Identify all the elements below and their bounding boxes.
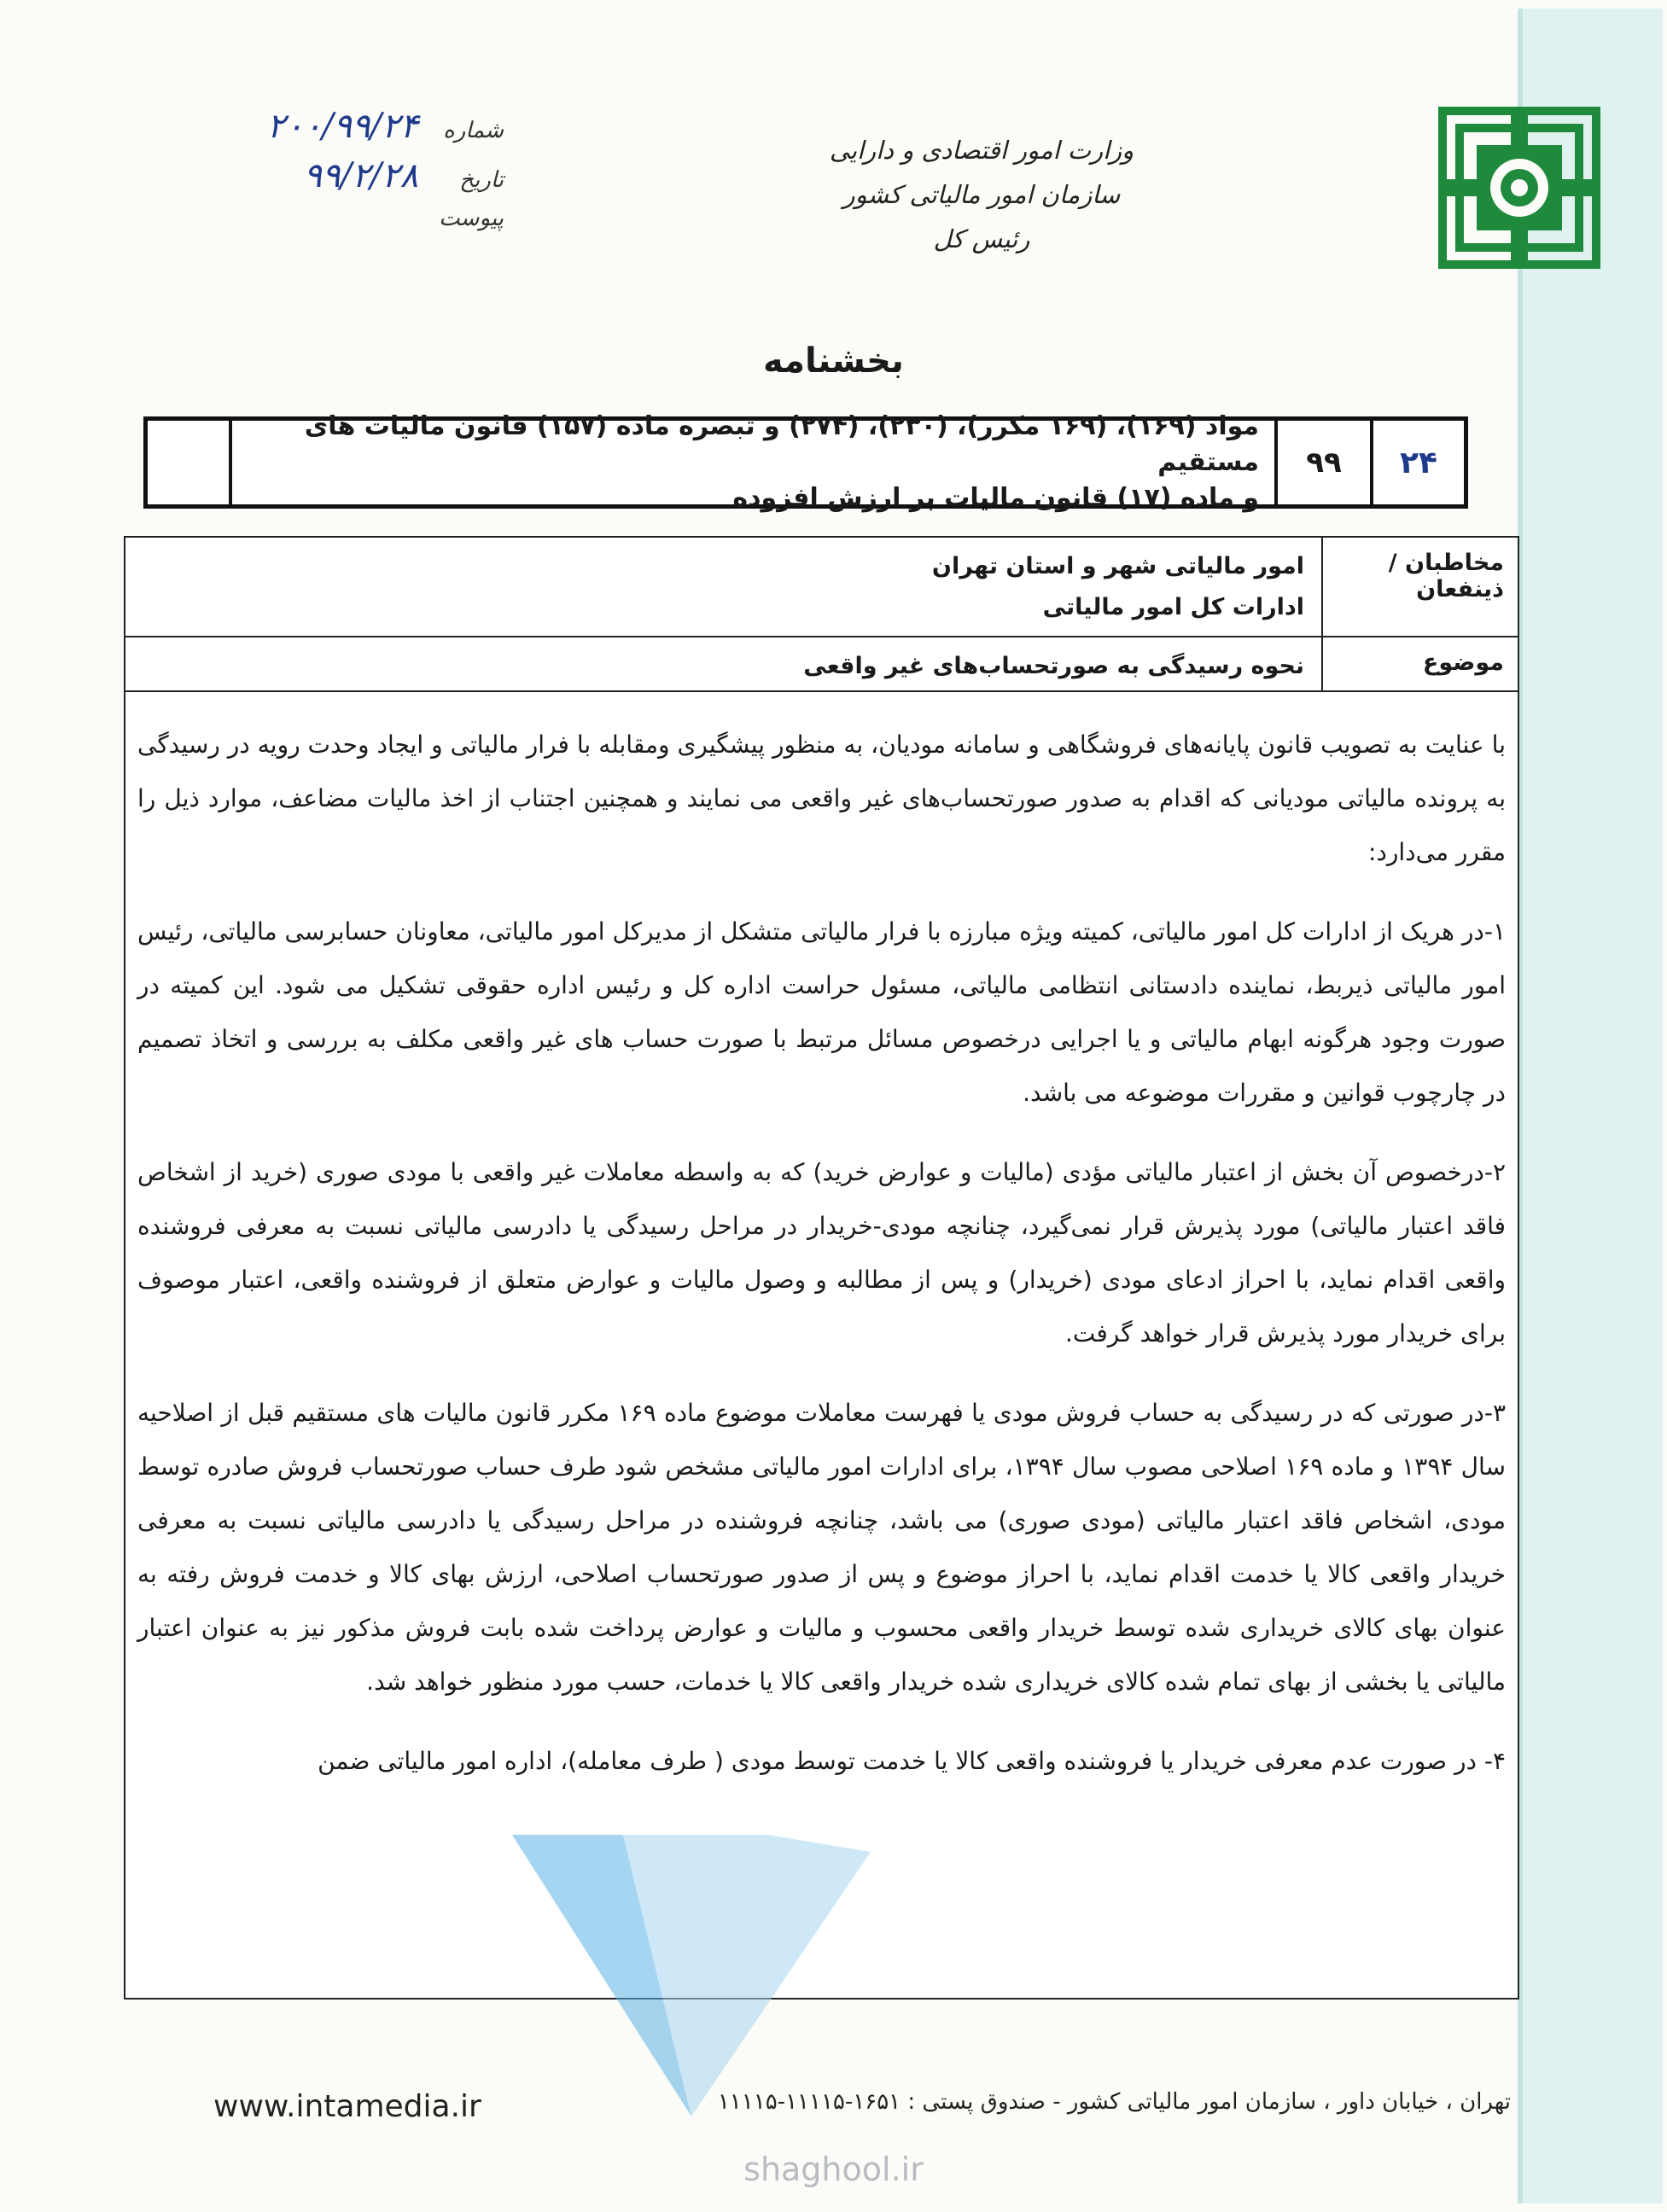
clause-4-paragraph: ۴- در صورت عدم معرفی خریدار یا فروشنده واقعی کالا یا خدمت توسط مودی ( طرف معامله)، اداره امور مالیاتی ضمن	[318, 1747, 1506, 1775]
circular-header-box	[143, 411, 1468, 513]
document-title: بخشنامه	[763, 341, 904, 381]
ref-attachment-row	[145, 206, 504, 255]
clause-3-paragraph: ۳-در صورتی که در رسیدگی به حساب فروش مودی یا فهرست معاملات موضوع ماده ۱۶۹ مکرر قانون مالیات های مستقیم قبل از اصلاحیه سال ۱۳۹۴ و ماده ۱۶۹ اصلاحی مصوب سال ۱۳۹۴، برای ادارات امور مالیاتی مشخص شود طرف حساب صورتحساب فروش صادره توسط مودی، اشخاص فاقد اعتبار مالیاتی (مودی صوری) می باشد، چنانچه فروشنده در مراحل رسیدگی یا دادرسی مالیاتی نسبت به معرفی خریدار واقعی کالا یا خدمت اقدام نماید، با احراز موضوع و پس از صدور صورتحساب اصلاحی، ارزش بهای کالا و خدمت فروش رفته به عنوان بهای کالای خریداری شده توسط خریدار واقعی محسوب و مالیات و عوارض پرداخت شده بابت فروش مذکور نیز به عنوان اعتبار مالیاتی یا بخشی از بهای تمام شده کالای خریداری شده خریدار واقعی کالا یا خدمات، حسب مورد منظور خواهد شد.	[137, 1399, 1506, 1696]
addressee-subject-table	[124, 536, 1519, 692]
ref-number-row	[145, 107, 504, 156]
intro-paragraph: با عنایت به تصویب قانون پایانه‌های فروشگاهی و سامانه مودیان، به منظور پیشگیری ومقابله با فرار مالیاتی و ایجاد وحدت رویه در رسیدگی به پرونده مالیاتی مودیانی که اقدام به صدور صورتحساب‌های غیر واقعی می نمایند و همچنین اجتناب از اخذ مالیات مضاعف، موارد ذیل را مقرر می‌دارد:	[137, 731, 1506, 866]
ref-number-value: ۲۰۰/۹۹/۲۴	[266, 107, 418, 146]
subject-value: نحوه رسیدگی به صورتحساب‌های غیر واقعی	[803, 653, 1304, 679]
footer	[0, 2089, 1667, 2132]
addressee-line-2: ادارات کل امور مالیاتی	[1042, 594, 1304, 620]
footer-website: www.intamedia.ir	[213, 2089, 481, 2124]
empty-cell	[148, 421, 229, 504]
clause-1-paragraph: ۱-در هریک از ادارات کل امور مالیاتی، کمیته ویژه مبارزه با فرار مالیاتی متشکل از مدیرکل امور مالیاتی، معاونان حسابرسی مالیاتی، رئیس امور مالیاتی ذیربط، نماینده دادستانی انتظامی مالیاتی، مسئول حراست اداره کل و رئیس اداره حقوقی تشکیل می شود. این کمیته در صورت وجود هرگونه ابهام مالیاتی و یا اجرایی درخصوص مسائل مرتبط با صورت حساب های غیر واقعی مکلف به بررسی و اتخاذ تصمیم در چارچوب قوانین و مقررات موضوعه می باشد.	[137, 917, 1506, 1107]
circular-number: ۲۴	[1370, 421, 1464, 504]
ministry-heading	[726, 128, 1238, 261]
clause-2-paragraph: ۲-درخصوص آن بخش از اعتبار مالیاتی مؤدی (مالیات و عوارض خرید) که به واسطه معاملات غیر واقعی با مودی صوری (خرید از اشخاص فاقد اعتبار مالیاتی) مورد پذیرش قرار نمی‌گیرد، چنانچه مودی-خریدار در مراحل رسیدگی یا دادرسی مالیاتی نسبت به معرفی فروشنده واقعی اقدام نماید، با احراز ادعای مودی (خریدار) و پس از مطالبه و وصول مالیات و عوارض متعلق از فروشنده واقعی، اعتبار موصوف برای خریدار مورد پذیرش قرار خواهد گرفت.	[137, 1158, 1506, 1348]
ref-date-value: ۹۹/۲/۲۸	[303, 156, 418, 195]
organization-line: سازمان امور مالیاتی کشور	[842, 180, 1121, 209]
related-laws	[229, 411, 1274, 513]
head-line: رئیس کل	[933, 224, 1030, 253]
tax-organization-logo	[1438, 107, 1600, 269]
scan-edge-stripe	[1518, 9, 1663, 2203]
watermark-text: shaghool.ir	[743, 2151, 924, 2188]
related-laws-line-2: و ماده (۱۷) قانون مالیات بر ارزش افزوده	[732, 483, 1259, 513]
addressee-row	[125, 538, 1518, 637]
ref-attachment-label: پیوست	[439, 206, 504, 231]
reference-block	[145, 107, 504, 255]
subject-label: موضوع	[1321, 637, 1518, 690]
addressee-line-1: امور مالیاتی شهر و استان تهران	[931, 553, 1304, 579]
ref-number-label: شماره	[443, 118, 504, 143]
ref-date-label: تاریخ	[459, 167, 504, 193]
addressee-label: مخاطبان / ذینفعان	[1321, 538, 1518, 636]
footer-address: تهران ، خیابان داور ، سازمان امور مالیاتی کشور - صندوق پستی : ۱۶۵۱-۱۱۱۱۵-۱۱۱۱۵	[717, 2089, 1511, 2115]
watermark-logo-icon	[512, 1835, 871, 2125]
circular-body	[124, 692, 1519, 2000]
subject-row	[125, 637, 1518, 690]
ministry-line: وزارت امور اقتصادی و دارایی	[829, 136, 1134, 165]
circular-year: ۹۹	[1274, 421, 1370, 504]
addressee-values	[125, 538, 1321, 636]
ref-date-row	[145, 156, 504, 206]
related-laws-line-1: مواد (۱۶۹)، (۱۶۹ مکرر)، (۲۳۰)، (۲۷۴) و تبصره ماده (۱۵۷) قانون مالیات های مستقیم	[304, 411, 1259, 477]
